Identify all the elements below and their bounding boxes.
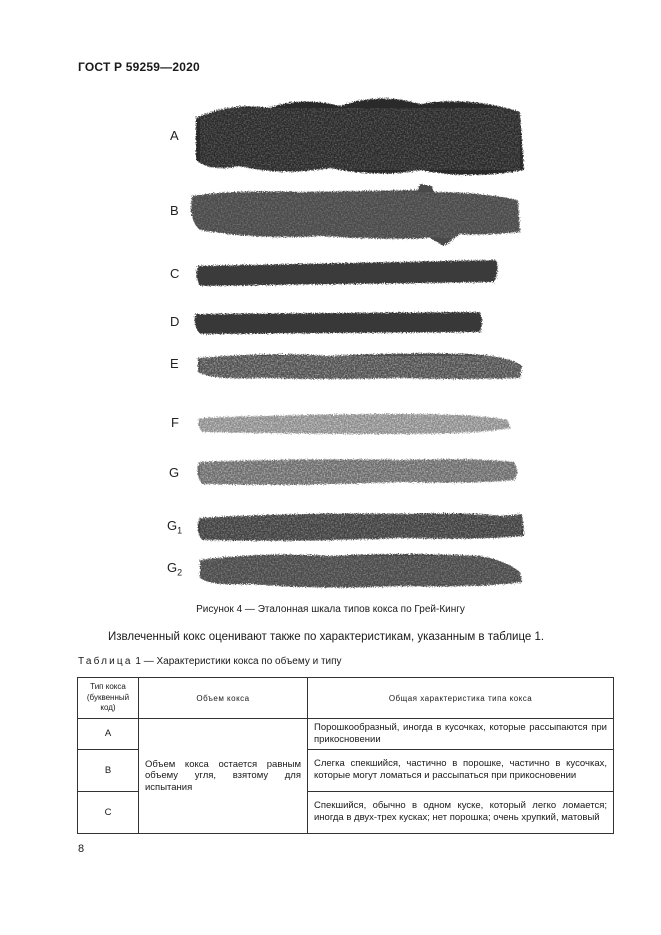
sample-label-c: C — [170, 266, 180, 281]
coke-characteristics-table — [77, 677, 614, 834]
volume-cell: Объем кокса остается равным объему угля, взятому для испытания — [139, 719, 308, 834]
description-cell: Слегка спекшийся, частично в порошке, частично в кусочках, которые могут ломаться и рассыпаться при прикосновении — [308, 749, 614, 791]
header-general-characteristic: Общая характеристика типа кокса — [308, 678, 614, 719]
sample-label-a: A — [170, 128, 179, 143]
type-code-cell: C — [78, 791, 139, 833]
sample-d — [195, 312, 482, 334]
header-coke-volume: Объем кокса — [139, 678, 308, 719]
sample-label-g2: $G_2$ — [167, 560, 183, 578]
type-code-cell: A — [78, 719, 139, 750]
table-row — [78, 719, 614, 750]
document-header: ГОСТ Р 59259—2020 — [78, 60, 200, 74]
page-number: 8 — [78, 843, 85, 855]
table-caption-title: 1 — Характеристики кокса по объему и типу — [132, 656, 342, 667]
sample-label-b: B — [170, 203, 179, 218]
sample-label-d: D — [170, 314, 180, 329]
table-header-row — [78, 678, 614, 719]
type-code-cell: B — [78, 749, 139, 791]
sample-label-f: F — [171, 415, 179, 430]
header-coke-type: Тип кокса (буквенный код) — [78, 678, 139, 719]
sample-c — [196, 260, 497, 286]
sample-label-g1: $G_1$ — [167, 518, 183, 536]
description-cell: Спекшийся, обычно в одном куске, который легко ломается; иногда в двух-трех кусках; нет порошка; очень хрупкий, матовый — [308, 791, 614, 833]
description-cell: Порошкообразный, иногда в кусочках, которые рассыпаются при прикосновении — [308, 719, 614, 750]
body-paragraph: Извлеченный кокс оценивают также по характеристикам, указанным в таблице 1. — [108, 631, 545, 643]
figure-caption: Рисунок 4 — Эталонная шкала типов кокса по Грей-Кингу — [196, 604, 465, 615]
table-caption — [78, 656, 342, 667]
sample-label-e: E — [170, 356, 179, 371]
sample-label-g: G — [169, 465, 180, 480]
table-caption-prefix: Таблица — [78, 656, 133, 667]
